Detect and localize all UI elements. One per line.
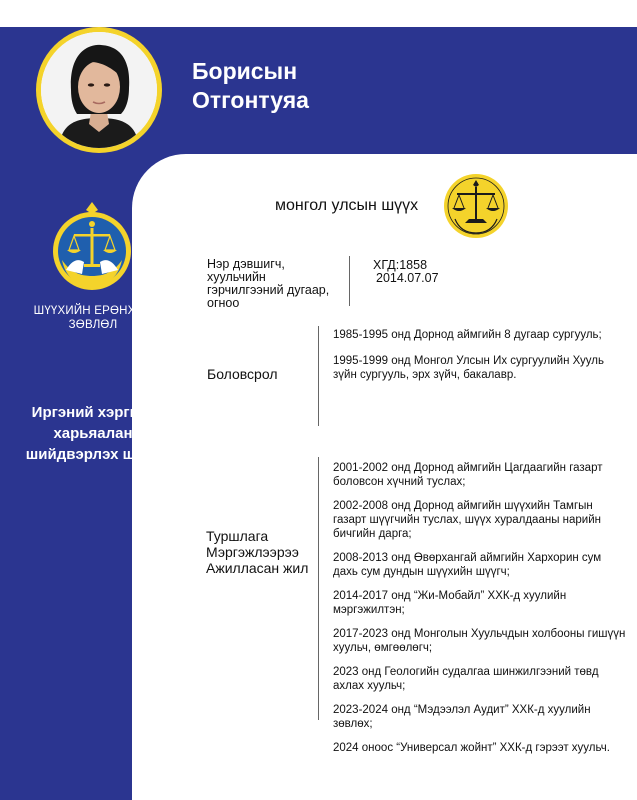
judge-position-line1: Иргэний хэргийг: [31, 404, 155, 421]
judicial-council-emblem: [52, 200, 132, 297]
certificate-divider: [349, 256, 350, 306]
scales-of-justice-icon: [443, 173, 509, 239]
experience-item: 2001-2002 онд Дорнод аймгийн Цагдаагийн газарт боловсон хүчний туслах;: [333, 462, 603, 488]
certificate-number: ХГД:1858: [373, 258, 428, 272]
experience-divider: [318, 457, 319, 720]
judge-position-line2: харьяалан: [53, 425, 133, 442]
judge-position-line3: шийдвэрлэх шүүх: [25, 446, 161, 463]
experience-item: 2023 онд Геологийн судалгаа шинжилгээний төвд ахлах хуульч;: [333, 666, 599, 692]
person-name: [192, 57, 309, 115]
certificate-date: 2014.07.07: [376, 271, 439, 285]
experience-item: 2014-2017 онд “Жи-Мобайл” ХХК-д хуулийн мэргэжилтэн;: [333, 590, 567, 616]
person-name-line1: Борисын: [192, 58, 298, 84]
judicial-council-name: [18, 304, 168, 332]
council-name-line1: ШҮҮХИЙН ЕРӨНХИЙ: [33, 305, 153, 317]
judicial-council-emblem-icon: [52, 200, 132, 292]
certificate-label: Нэр дэвшигч, хуульчийн гэрчилгээний дугаар, огноо: [207, 257, 330, 310]
education-item: 1985-1995 онд Дорнод аймгийн 8 дугаар сургууль;: [333, 329, 602, 341]
experience-item: 2002-2008 онд Дорнод аймгийн шүүхийн Тамгын газарт шүүгчийн туслах, шүүх хуралдааны нарийн бичгийн дарга;: [333, 500, 601, 540]
certificate-values: [373, 259, 439, 285]
experience-item: 2023-2024 онд “Мэдээлэл Аудит” ХХК-д хуулийн зөвлөх;: [333, 704, 591, 730]
education-label: Боловсрол: [207, 366, 278, 382]
education-divider: [318, 326, 319, 426]
experience-item: 2008-2013 онд Өвөрхангай аймгийн Хархорин сум дахь сум дундын шүүхийн шүүгч;: [333, 552, 602, 578]
education-list: [333, 328, 623, 382]
profile-photo: [41, 32, 157, 148]
council-name-line2: ЗӨВЛӨЛ: [68, 319, 118, 331]
person-name-line2: Отгонтуяа: [192, 87, 309, 113]
education-item: 1995-1999 онд Монгол Улсын Их сургуулийн Хууль зүйн сургууль, эрх зүйч, бакалавр.: [333, 355, 604, 381]
experience-item: 2024 оноос “Универсал жойнт” ХХК-д гэрээт хуульч.: [333, 742, 610, 754]
court-title: монгол улсын шүүх: [275, 197, 419, 214]
court-emblem: [443, 173, 509, 244]
person-portrait-icon: [41, 32, 157, 148]
experience-list: [333, 461, 628, 755]
profile-photo-frame: [36, 27, 162, 153]
experience-item: 2017-2023 онд Монголын Хуульчдын холбооны гишүүн хуульч, өмгөөлөгч;: [333, 628, 626, 654]
experience-label: Туршлага Мэргэжлээрээ Ажилласан жил: [206, 528, 309, 576]
judge-position: [14, 402, 172, 465]
